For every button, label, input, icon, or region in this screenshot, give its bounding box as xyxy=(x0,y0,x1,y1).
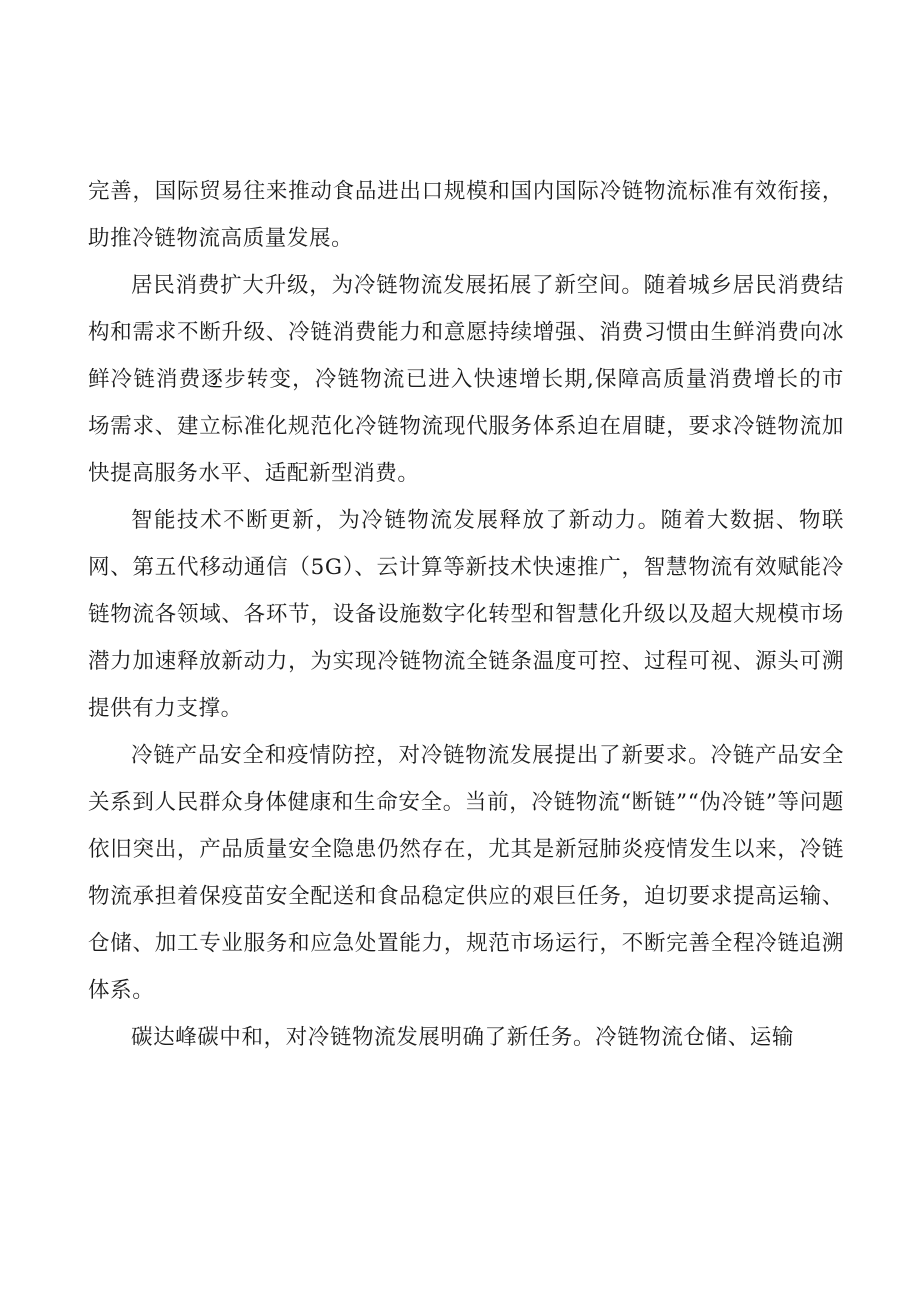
paragraph-consumption-upgrade: 居民消费扩大升级，为冷链物流发展拓展了新空间。随着城乡居民消费结构和需求不断升级、冷链消费能力和意愿持续增强、消费习惯由生鲜消费向冰鲜冷链消费逐步转变，冷链物流已进入快速增长期,保障高质量消费增长的市场需求、建立标准化规范化冷链物流现代服务体系迫在眉睫，要求冷链物流加快提高服务水平、适配新型消费。 xyxy=(88,273,844,486)
paragraph-continued: 完善，国际贸易往来推动食品进出口规模和国内国际冷链物流标准有效衔接，助推冷链物流高质量发展。 xyxy=(88,179,844,251)
paragraph-product-safety: 冷链产品安全和疫情防控，对冷链物流发展提出了新要求。冷链产品安全关系到人民群众身体健康和生命安全。当前，冷链物流“断链”“伪冷链”等问题依旧突出，产品质量安全隐患仍然存在，尤其是新冠肺炎疫情发生以来，冷链物流承担着保疫苗安全配送和食品稳定供应的艰巨任务，迫切要求提高运输、仓储、加工专业服务和应急处置能力，规范市场运行，不断完善全程冷链追溯体系。 xyxy=(88,743,844,1003)
document-body xyxy=(88,168,844,1061)
paragraph-smart-technology: 智能技术不断更新，为冷链物流发展释放了新动力。随着大数据、物联网、第五代移动通信（5G）、云计算等新技术快速推广，智慧物流有效赋能冷链物流各领域、各环节，设备设施数字化转型和智慧化升级以及超大规模市场潜力加速释放新动力，为实现冷链物流全链条温度可控、过程可视、源头可溯提供有力支撑。 xyxy=(88,508,844,721)
paragraph-carbon-neutrality: 碳达峰碳中和，对冷链物流发展明确了新任务。冷链物流仓储、运输 xyxy=(131,1025,795,1050)
